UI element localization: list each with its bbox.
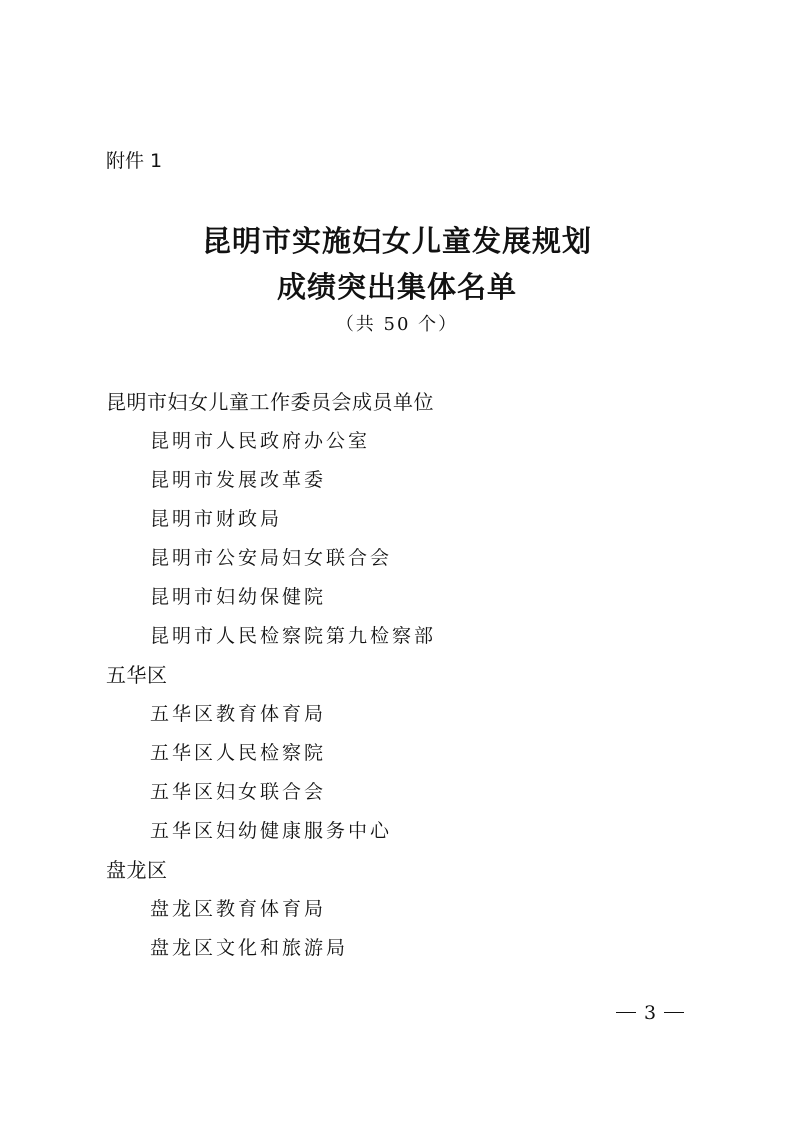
page-number-value: 3 <box>644 1002 657 1024</box>
document-title-line-2: 成绩突出集体名单 <box>276 270 517 304</box>
list-item: 盘龙区教育体育局 <box>150 898 327 920</box>
collective-list <box>106 383 726 968</box>
group-heading: 五华区 <box>106 663 168 687</box>
list-item: 五华区妇幼健康服务中心 <box>150 820 393 842</box>
group-heading: 盘龙区 <box>106 858 168 882</box>
group-heading: 昆明市妇女儿童工作委员会成员单位 <box>106 390 434 414</box>
list-item: 昆明市人民检察院第九检察部 <box>150 625 437 647</box>
list-item: 昆明市公安局妇女联合会 <box>150 547 393 569</box>
list-item: 五华区妇女联合会 <box>150 781 327 803</box>
list-item: 盘龙区文化和旅游局 <box>150 937 349 959</box>
dash-left <box>616 1012 636 1013</box>
document-title-line-1: 昆明市实施妇女儿童发展规划 <box>201 224 592 258</box>
collective-count: （共 50 个） <box>335 314 459 335</box>
attachment-label: 附件 1 <box>106 150 163 172</box>
list-item: 五华区教育体育局 <box>150 703 327 725</box>
list-item: 昆明市发展改革委 <box>150 469 327 491</box>
list-item: 昆明市妇幼保健院 <box>150 586 327 608</box>
page-number <box>616 1000 684 1026</box>
dash-right <box>664 1012 684 1013</box>
list-item: 昆明市财政局 <box>150 508 283 530</box>
list-item: 五华区人民检察院 <box>150 742 327 764</box>
list-item: 昆明市人民政府办公室 <box>150 430 371 452</box>
